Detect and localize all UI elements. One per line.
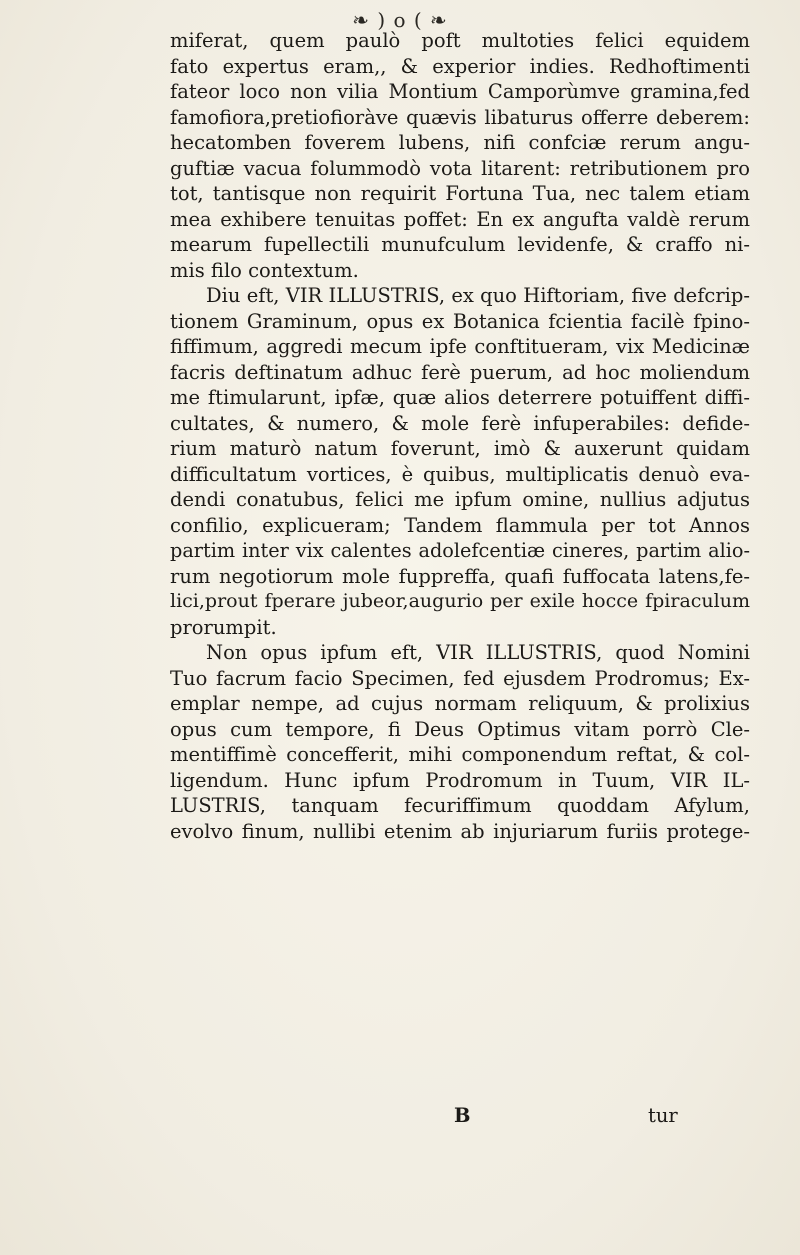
body-text [170, 28, 750, 844]
text-line: miferat, quem paulò poft multoties felici equidem [170, 29, 750, 52]
text-line: hecatomben foverem lubens, nifi confciæ rerum angu- [170, 131, 750, 154]
text-line: LUSTRIS, tanquam fecuriffimum quoddam Afylum, [170, 794, 750, 817]
text-line: facris deftinatum adhuc ferè puerum, ad hoc moliendum [170, 360, 750, 384]
text-line: me ftimularunt, ipfæ, quæ alios deterrere potuiffent diffi- [170, 386, 750, 409]
text-line: Non opus ipfum eft, VIR ILLUSTRIS, quod Nomini [206, 641, 750, 664]
text-line: mis filo contextum. [170, 258, 359, 282]
text-line: ligendum. Hunc ipfum Prodromum in Tuum, VIR IL- [170, 768, 750, 792]
page-header-ornament: ❧ ) o ( ❧ [352, 8, 448, 32]
signature-mark: B [454, 1104, 471, 1127]
text-line: difficultatum vortices, è quibus, multiplicatis denuò eva- [170, 462, 750, 486]
text-line: rum negotiorum mole fuppreffa, quafi fuffocata latens,fe- [170, 564, 750, 588]
text-line: prorumpit. [170, 615, 277, 639]
text-line: evolvo finum, nullibi etenim ab injuriarum furiis protege- [170, 819, 750, 843]
text-line: confilio, explicueram; Tandem flammula per tot Annos [170, 513, 750, 537]
catchword: tur [648, 1104, 678, 1127]
text-line: Diu eft, VIR ILLUSTRIS, ex quo Hiftoriam, five defcrip- [206, 284, 750, 307]
text-line: lici,prout fperare jubeor,augurio per exile hocce fpiraculum [170, 590, 750, 612]
text-line: mentiffimè concefferit, mihi componendum reftat, & col- [170, 743, 750, 766]
text-line: fateor loco non vilia Montium Camporùmve gramina,fed [170, 80, 750, 103]
text-line: Tuo facrum facio Specimen, fed ejusdem Prodromus; Ex- [170, 666, 750, 690]
text-line: mea exhibere tenuitas poffet: En ex angufta valdè rerum [170, 207, 750, 231]
text-line: opus cum tempore, fi Deus Optimus vitam porrò Cle- [170, 717, 750, 741]
text-line: emplar nempe, ad cujus normam reliquum, & prolixius [170, 692, 750, 715]
text-line: fato expertus eram,, & experior indies. Redhoftimenti [170, 54, 750, 78]
text-line: tot, tantisque non requirit Fortuna Tua, nec talem etiam [170, 182, 750, 205]
text-line: fiffimum, aggredi mecum ipfe conftitueram, vix Medicinæ [170, 335, 750, 358]
text-line: dendi conatubus, felici me ipfum omine, nullius adjutus [170, 488, 750, 511]
text-line: mearum fupellectili munufculum levidenfe, & craffo ni- [170, 233, 750, 256]
text-line: cultates, & numero, & mole ferè infuperabiles: defide- [170, 411, 750, 435]
text-line: guftiæ vacua folummodò vota litarent: retributionem pro [170, 156, 750, 180]
text-line: partim inter vix calentes adolefcentiæ cineres, partim alio- [170, 539, 750, 562]
text-line: tionem Graminum, opus ex Botanica fcientia facilè fpino- [170, 309, 750, 333]
text-line: rium maturò natum foverunt, imò & auxerunt quidam [170, 437, 750, 460]
text-line: famofiora,pretiofioràve quævis libaturus offerre deberem: [170, 105, 750, 129]
page-footer [0, 1103, 800, 1129]
